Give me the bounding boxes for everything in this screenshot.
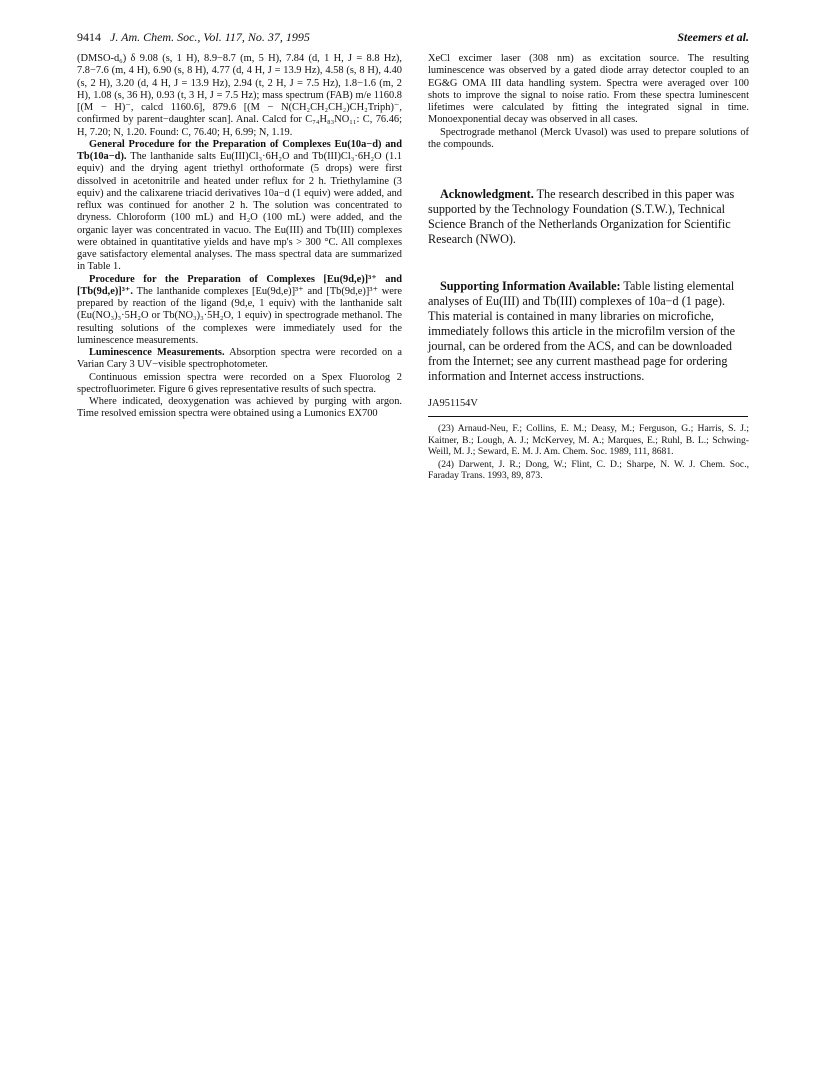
luminescence-text: Absorption spectra were recorded on a Varian Cary 3 UV−visible spectrophotometer.: [77, 347, 402, 371]
spacer: [428, 151, 749, 187]
supporting-info-paragraph: [428, 279, 749, 384]
general-procedure-heading: General Procedure for the Preparation of Complexes Eu(10a−d) and Tb(10a−d).: [77, 138, 402, 162]
left-column: [77, 53, 402, 421]
supporting-info-heading: Supporting Information Available:: [440, 279, 621, 293]
acknowledgment-text: The research described in this paper was supported by the Technology Foundation (S.T.W.), Technical Science Branch of the Netherlands Organization for Scientific Research (NWO).: [428, 187, 735, 246]
general-procedure-text: The lanthanide salts Eu(III)Cl₃·6H₂O and Tb(III)Cl₃·6H₂O (1.1 equiv) and the drying agent triethyl orthoformate (5 drops) were first dissolved in acetonitrile and heated under reflux for 2 h. Triethylamine (3 equiv) and the calixarene triacid derivatives 10a−d (1 equiv) were added, and reflux was continued for another 2 h. The solution was concentrated to dryness. Chloroform (100 mL) and H₂O (100 mL) were added, and the organic layer was concentrated in vacuo. The Eu(III) and Tb(III) complexes were obtained in quantitative yields and have mp's > 300 °C. All complexes gave satisfactory elemental analyses. The mass spectral data are summarized in Table 1.: [77, 151, 403, 273]
spacer: [428, 247, 749, 279]
nmr-paragraph: (DMSO-d₆) δ 9.08 (s, 1 H), 8.9−8.7 (m, 5 H), 7.84 (d, 1 H, J = 8.8 Hz), 7.8−7.6 (m, 4 H), 6.90 (s, 8 H), 4.77 (d, 4 H, J = 13.9 Hz), 4.58 (s, 8 H), 4.40 (s, 2 H), 3.20 (d, 4 H, J = 13.9 Hz), 2.94 (t, 2 H, J = 7.5 Hz), 1.8−1.6 (m, 2 H), 1.08 (s, 36 H), 0.93 (t, 3 H, J = 7.5 Hz); mass spectrum (FAB) m/e 1160.8 [(M − H)⁻, calcd 1160.6], 879.6 [(M − N(CH₂CH₂CH₂)CH₂Triph)⁻, confirmed by parent−daughter scan]. Anal. Calcd for C₇₄H₈₃NO₁₁: C, 76.46; H, 7.20; N, 1.20. Found: C, 76.40; H, 6.99; N, 1.19.: [77, 53, 402, 138]
luminescence-paragraph: [77, 347, 402, 372]
running-header: [77, 30, 749, 46]
spacer: [428, 384, 749, 398]
acknowledgment-heading: Acknowledgment.: [440, 187, 534, 201]
footnote-rule: [428, 416, 748, 417]
complex-procedure-text: The lanthanide complexes [Eu(9d,e)]³⁺ and [Tb(9d,e)]³⁺ were prepared by reaction of the ligand (9d,e, 1 equiv) with the lanthanide salt (Eu(NO₃)₃·5H₂O or Tb(NO₃)₃·5H₂O, 1 equiv) in spectrograde methanol. The resulting solutions of the complexes were immediately used for the luminescence measurements.: [77, 285, 402, 346]
laser-paragraph: XeCl excimer laser (308 nm) as excitation source. The resulting luminescence was observed by a gated diode array detector coupled to an EG&G OMA III data handling system. Spectra were averaged over 100 shots to improve the signal to noise ratio. From these spectra luminescent lifetimes were calculated by fitting the integrated signal in time. Monoexponential decay was observed in all cases.: [428, 53, 749, 126]
reference-24: (24) Darwent, J. R.; Dong, W.; Flint, C. D.; Sharpe, N. W. J. Chem. Soc., Faraday Trans. 1993, 89, 873.: [428, 459, 749, 482]
methanol-paragraph: Spectrograde methanol (Merck Uvasol) was used to prepare solutions of the compounds.: [428, 126, 749, 150]
page-number: 9414: [77, 30, 101, 44]
journal-citation: J. Am. Chem. Soc., Vol. 117, No. 37, 1995: [110, 30, 310, 44]
luminescence-heading: Luminescence Measurements.: [89, 347, 225, 358]
manuscript-code: JA951154V: [428, 398, 478, 409]
supporting-info-text: Table listing elemental analyses of Eu(III) and Tb(III) complexes of 10a−d (1 page). This material is contained in many libraries on microfiche, immediately follows this article in the microfilm version of the journal, can be ordered from the ACS, and can be downloaded from the Internet; see any current masthead page for ordering information and Internet access instructions.: [428, 279, 735, 383]
right-column: [428, 53, 749, 484]
general-procedure-paragraph: [77, 139, 402, 274]
complex-procedure-paragraph: [77, 274, 402, 348]
continuous-emission-paragraph: Continuous emission spectra were recorded on a Spex Fluorolog 2 spectrofluorimeter. Figure 6 gives representative results of such spectra.: [77, 371, 402, 395]
references: [428, 423, 749, 481]
header-authors: Steemers et al.: [677, 30, 749, 44]
reference-23: (23) Arnaud-Neu, F.; Collins, E. M.; Deasy, M.; Ferguson, G.; Harris, S. J.; Kaitner, B.; Lough, A. J.; McKervey, M. A.; Marques, E.; Ruhl, B. L.; Schwing-Weill, M. J.; Seward, E. M. J. Am. Chem. Soc. 1989, 111, 8681.: [428, 423, 749, 457]
deoxygenation-paragraph: Where indicated, deoxygenation was achieved by purging with argon. Time resolved emission spectra were obtained using a Lumonics EX700: [77, 396, 402, 420]
complex-procedure-heading: Procedure for the Preparation of Complexes [Eu(9d,e)]³⁺ and [Tb(9d,e)]³⁺.: [77, 273, 402, 297]
acknowledgment-paragraph: [428, 187, 749, 247]
header-left: [77, 30, 310, 45]
